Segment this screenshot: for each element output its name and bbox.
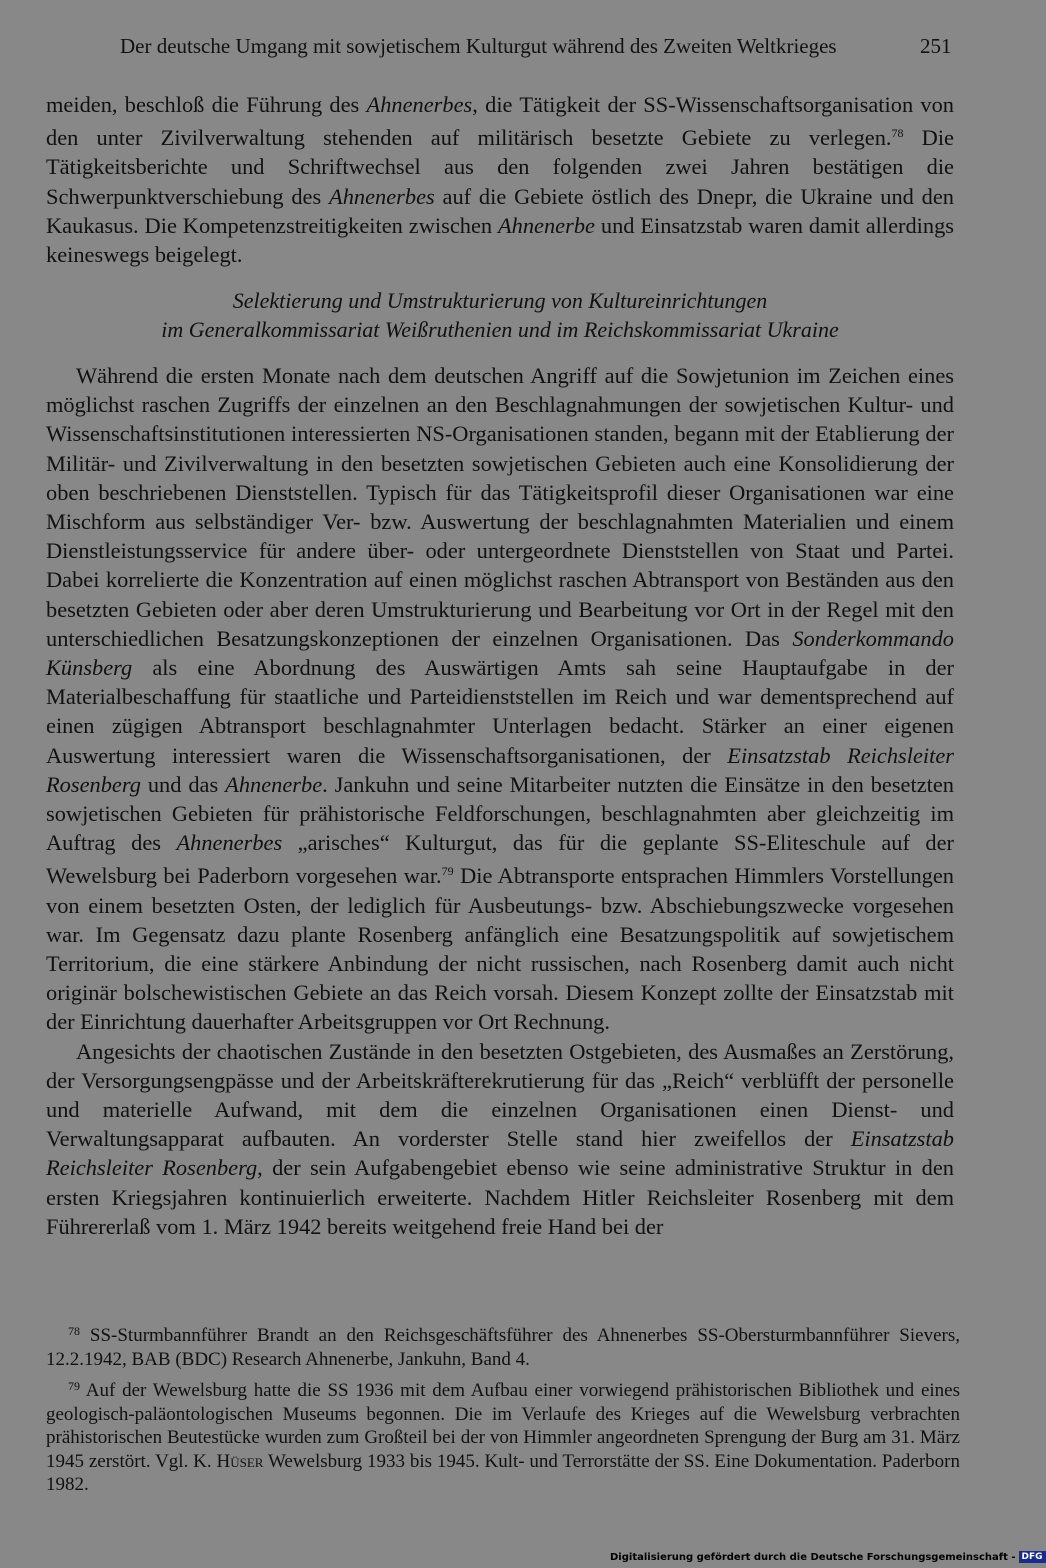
intro-paragraph (46, 90, 954, 269)
italic-term: Sonderkommando Künsberg (46, 625, 954, 681)
footnote-number: 79 (68, 1379, 80, 1393)
text-run: Die Abtransporte entsprachen Himmlers Vorstellungen von einem besetzten Osten, der lediglich für Ausbeutungs- bzw. Abschiebungszwecke vorgesehen war. Im Gegensatz dazu plante Rosenberg anfänglich eine Besatzungspolitik auf sowjetischem Territorium, die eine stärkere Anbindung der nicht russischen, nach Rosenberg damit auch nicht originär bolschewistischen Gebiete an das Reich vorsah. Diesem Konzept zollte der Einsatzstab mit der Einrichtung dauerhafter Arbeitsgruppen vor Ort Rechnung. (46, 863, 955, 1035)
italic-term: Ahnenerbes (176, 830, 283, 856)
text-run: auf die Gebiete östlich des Dnepr, die Ukraine und den Kaukasus. Die Kompetenzstreitigkeiten zwischen (46, 183, 954, 238)
footnote-78 (46, 1320, 960, 1371)
page-number: 251 (920, 34, 952, 58)
text-run: als eine Abordnung des Auswärtigen Amts sah seine Hauptaufgabe in der Materialbeschaffung für staatliche und Parteidienststellen im Reich und war dementsprechend auf einen zügigen Abtransport beschlagnahmter Unterlagen bedacht. Stärker an einer eigenen Auswertung interessiert waren die Wissenschaftsorganisationen, der (46, 655, 954, 768)
cited-author: Hüser (216, 1450, 264, 1472)
text-run: Angesichts der chaotischen Zustände in den besetzten Ostgebieten, des Ausmaßes an Zerstörung, der Versorgungsengpässe und der Arbeitskräfterekrutierung für das „Reich“ verblüfft der personelle und materielle Aufwand, mit dem die einzelnen Organisationen einen Dienst- und Verwaltungsapparat aufbauten. An vorderster Stelle stand hier zweifellos der (46, 1038, 954, 1152)
text-run: , die Tätigkeit der SS-Wissenschaftsorganisation von den unter Zivilverwaltung stehenden auf militärisch besetzte Gebiete zu verlegen. (46, 92, 954, 151)
text-run: Die Tätigkeitsberichte und Schriftwechsel aus den folgenden zwei Jahren bestätigen die Schwerpunktverschiebung des (46, 125, 954, 209)
italic-term: Ahnenerbe (225, 771, 323, 797)
running-title: Der deutsche Umgang mit sowjetischem Kulturgut während des Zweiten Weltkrieges (120, 34, 837, 58)
text-run: Während die ersten Monate nach dem deutschen Angriff auf die Sowjetunion im Zeichen eines möglichst raschen Zugriffs der einzelnen an den Beschlagnahmungen der sowjetischen Kultur- und Wissenschaftsinstitutionen interessierten NS-Organisationen standen, begann mit der Etablierung der Militär- und Zivilverwaltung in den besetzten sowjetischen Gebieten auch eine Konsolidierung der oben beschriebenen Dienststellen. Typisch für das Tätigkeitsprofil dieser Organisationen war eine Mischform aus selbständiger Ver- bzw. Auswertung der beschlagnahmten Materialien und einem Dienstleistungsservice für andere über- oder untergeordnete Dienststellen von Staat und Partei. Dabei korrelierte die Konzentration auf einen möglichst raschen Abtransport von Beständen aus den besetzten Gebieten oder aber deren Umstrukturierung und Bearbeitung vor Ort in der Regel mit den unterschiedlichen Besatzungskonzeptionen der einzelnen Organisationen. Das (46, 363, 954, 651)
paragraph (46, 361, 954, 1037)
section-heading-line-1: Selektierung und Umstrukturierung von Kultureinrichtungen (232, 288, 768, 313)
footnote-ref-79[interactable]: 79 (441, 864, 454, 879)
footnote-text: Auf der Wewelsburg hatte die SS 1936 mit dem Aufbau einer vorwiegend prähistorischen Bibliothek und eines geologisch-paläontologischen Museums begonnen. Die im Verlaufe des Krieges auf die Wewelsburg verbrachten prähistorischen Beutestücke wurden zum Großteil bei der von Himmler angeordneten Sprengung der Burg am 31. März 1945 zerstört. Vgl. K. (46, 1380, 960, 1472)
digitization-credit (610, 1551, 1046, 1563)
section-body (46, 361, 954, 1241)
text-run: . Jankuhn und seine Mitarbeiter nutzten die Einsätze in den besetzten sowjetischen Gebieten für prähistorische Feldforschungen, beschlagnahmten aber gleichzeitig im Auftrag des (46, 771, 955, 856)
text-run: , der sein Aufgabengebiet ebenso wie seine administrative Struktur in den ersten Kriegsjahren kontinuierlich erweiterte. Nachdem Hitler Reichsleiter Rosenberg mit dem Führererlaß vom 1. März 1942 bereits weitgehend freie Hand bei der (46, 1155, 954, 1239)
footnote-text: SS-Sturmbannführer Brandt an den Reichsgeschäftsführer des Ahnenerbes SS-Obersturmbannführer Sievers, 12.2.1942, BAB (BDC) Research Ahnenerbe, Jankuhn, Band 4. (46, 1325, 960, 1370)
text-run: meiden, beschloß die Führung des (46, 92, 367, 117)
credit-text: Digitalisierung gefördert durch die Deutsche Forschungsgemeinschaft - (610, 1552, 1016, 1563)
footnote-ref-78[interactable]: 78 (891, 126, 904, 141)
text-run: und Einsatzstab waren damit allerdings keineswegs beigelegt. (46, 212, 954, 268)
footnote-text: Wewelsburg 1933 bis 1945. Kult- und Terrorstätte der SS. Eine Dokumentation. Paderborn 1982. (46, 1450, 960, 1495)
italic-term: Einsatzstab Reichsleiter Rosenberg (46, 1126, 954, 1181)
italic-term: Einsatzstab Reichsleiter Rosenberg (46, 742, 955, 797)
footnote-number: 78 (68, 1324, 80, 1338)
italic-term: Ahnenerbes (329, 183, 435, 209)
section-heading-line-2: im Generalkommissariat Weißruthenien und im Reichskommissariat Ukraine (161, 317, 839, 342)
paragraph (46, 1037, 954, 1241)
text-run: und das (140, 771, 226, 797)
dfg-logo: DFG (1019, 1551, 1046, 1563)
footnotes (46, 1320, 960, 1501)
footnote-79 (46, 1375, 960, 1497)
italic-term: Ahnenerbe (497, 212, 595, 238)
italic-term: Ahnenerbes (366, 92, 473, 117)
text-run: „arisches“ Kulturgut, das für die geplante SS-Eliteschule auf der Wewelsburg bei Paderborn vorgesehen war. (46, 830, 954, 889)
